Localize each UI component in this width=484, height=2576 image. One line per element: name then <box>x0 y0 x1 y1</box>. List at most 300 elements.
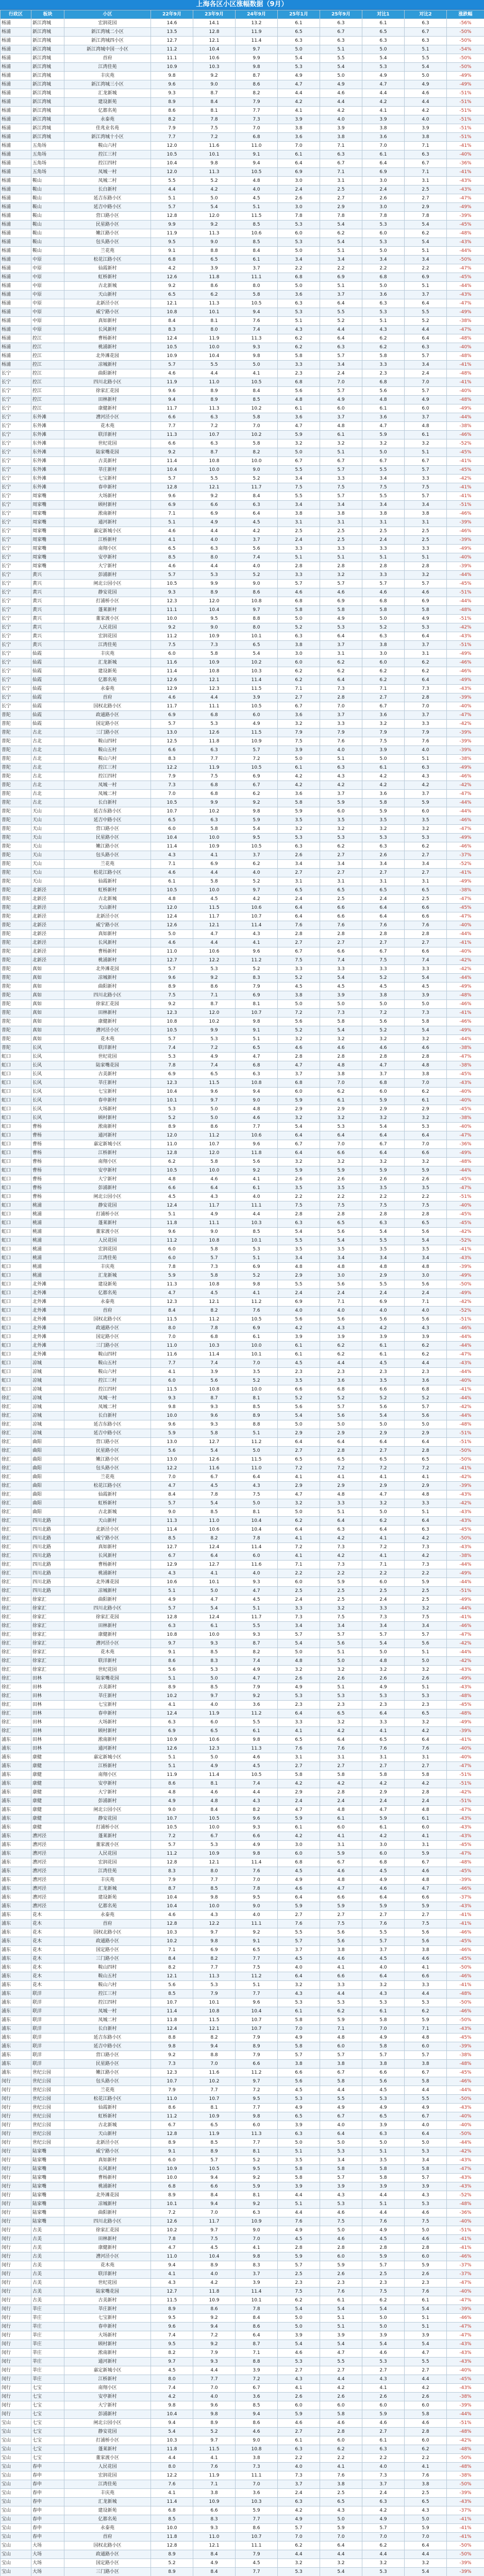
table-cell: 3.6 <box>362 291 405 299</box>
table-cell: 延吉中路小区 <box>64 2042 151 2051</box>
table-cell: 8.2 <box>151 1963 193 1972</box>
table-cell: 普陀 <box>1 842 31 851</box>
table-cell: 7.6 <box>362 1920 405 1928</box>
table-cell: 江湾佳苑 <box>64 63 151 72</box>
table-row <box>1 378 484 387</box>
table-cell: 5.9 <box>151 1272 193 1280</box>
table-cell: 5.2 <box>362 974 405 982</box>
table-cell: 7.6 <box>278 921 320 930</box>
table-cell: 11.4 <box>151 1526 193 1534</box>
table-cell: 12.6 <box>151 921 193 930</box>
table-cell: 5.6 <box>362 387 405 396</box>
table-row <box>1 115 484 124</box>
table-cell: 3.3 <box>320 1981 362 1990</box>
table-cell: 7.5 <box>193 124 236 133</box>
table-cell: 8.6 <box>151 107 193 115</box>
table-cell: 曹杨 <box>31 1166 64 1175</box>
table-cell: 7.6 <box>362 1744 405 1753</box>
table-cell: 4.1 <box>236 2244 278 2252</box>
table-cell: 5.4 <box>405 238 447 247</box>
table-cell: 3.5 <box>320 816 362 825</box>
table-cell: 6.1 <box>278 2007 320 2016</box>
table-cell: 3.2 <box>320 439 362 448</box>
table-cell: 4.4 <box>362 2209 405 2217</box>
table-cell: 4.7 <box>405 1885 447 1893</box>
table-cell: 5.0 <box>278 45 320 54</box>
table-cell: 3.8 <box>278 991 320 1000</box>
table-cell: 杨浦 <box>1 334 31 343</box>
table-cell: 3.6 <box>278 711 320 720</box>
table-cell: 6.4 <box>320 299 362 308</box>
table-cell: 闵行 <box>1 2287 31 2296</box>
table-cell: 6.5 <box>151 545 193 553</box>
table-cell: 6.8 <box>193 781 236 790</box>
table-cell: 7.5 <box>151 641 193 650</box>
table-cell: 2.8 <box>405 1053 447 1061</box>
table-row <box>1 991 484 1000</box>
table-cell: 12.7 <box>193 1438 236 1447</box>
table-cell: 5.8 <box>362 2016 405 2025</box>
table-cell: 浦东 <box>1 1928 31 1937</box>
table-cell: 4.3 <box>278 1990 320 1998</box>
table-cell: 2.8 <box>320 2244 362 2252</box>
table-cell: -42% <box>447 1657 484 1666</box>
table-cell: 七宝 <box>31 2401 64 2410</box>
table-cell: 闵行 <box>1 2366 31 2375</box>
table-cell: 5.0 <box>405 1657 447 1666</box>
table-cell: -44% <box>447 413 484 422</box>
table-cell: 2.3 <box>405 1368 447 1377</box>
table-row <box>1 2428 484 2436</box>
table-row <box>1 1867 484 1876</box>
table-cell: 3.8 <box>320 2060 362 2069</box>
table-cell: 10.5 <box>236 1315 278 1324</box>
table-cell: 4.7 <box>278 422 320 431</box>
table-cell: -45% <box>447 448 484 457</box>
table-cell: 6.3 <box>320 764 362 772</box>
table-cell: 10.7 <box>236 912 278 921</box>
table-cell: 5.9 <box>405 2261 447 2270</box>
table-cell: 3.2 <box>362 1035 405 1044</box>
table-cell: 9.9 <box>236 54 278 63</box>
table-cell: 3.3 <box>278 965 320 974</box>
table-cell: 8.4 <box>193 2191 236 2200</box>
table-cell: 3.6 <box>236 2393 278 2401</box>
table-cell: -40% <box>447 150 484 159</box>
table-row <box>1 2287 484 2296</box>
table-cell: 5.0 <box>193 1587 236 1596</box>
table-cell: 7.6 <box>320 737 362 746</box>
table-cell: 6.9 <box>320 597 362 606</box>
table-cell: 8.8 <box>193 247 236 256</box>
table-cell: 12.4 <box>151 1709 193 1718</box>
table-cell: 田林 <box>31 1744 64 1753</box>
table-cell: -43% <box>447 1666 484 1674</box>
table-cell: 3.3 <box>362 545 405 553</box>
table-cell: 徐汇 <box>1 1455 31 1464</box>
header-row <box>1 10 484 19</box>
table-cell: 6.3 <box>278 2130 320 2139</box>
table-cell: 徐汇 <box>1 1473 31 1482</box>
table-cell: 北外滩 <box>31 1280 64 1289</box>
table-cell: -46% <box>447 1018 484 1026</box>
table-cell: 普陀 <box>1 877 31 886</box>
table-cell: 8.1 <box>236 1508 278 1517</box>
table-row <box>1 2559 484 2568</box>
table-cell: 虹口 <box>1 1350 31 1359</box>
table-cell: 6.1 <box>193 1622 236 1631</box>
table-row <box>1 667 484 676</box>
table-cell: 5.8 <box>278 2165 320 2174</box>
table-cell: 10.5 <box>151 1823 193 1832</box>
table-cell: 6.3 <box>193 545 236 553</box>
table-cell: 6.1 <box>236 1184 278 1193</box>
table-cell: 6.7 <box>236 2384 278 2393</box>
table-cell: 5.8 <box>362 2165 405 2174</box>
table-cell: 浦东 <box>1 1771 31 1780</box>
table-cell: 2.7 <box>278 2428 320 2436</box>
table-cell: 凤城一村 <box>64 1394 151 1403</box>
table-cell: 7.7 <box>236 2515 278 2524</box>
table-cell: 5.3 <box>320 834 362 842</box>
table-cell: 8.8 <box>236 2358 278 2366</box>
table-cell: 杨浦 <box>1 115 31 124</box>
table-cell: 4.2 <box>278 1324 320 1333</box>
table-cell: 2.4 <box>362 2489 405 2498</box>
column-header: 25年1月 <box>278 10 320 19</box>
table-cell: 4.8 <box>193 1797 236 1806</box>
table-cell: 7.2 <box>278 1009 320 1018</box>
table-cell: 7.8 <box>236 1885 278 1893</box>
table-cell: 4.2 <box>193 2279 236 2287</box>
table-cell: 3.9 <box>405 1333 447 1342</box>
table-cell: 莘庄 <box>31 2323 64 2331</box>
table-cell: 3.9 <box>278 2121 320 2130</box>
table-cell: 4.9 <box>405 80 447 89</box>
table-row <box>1 930 484 939</box>
table-cell: 6.9 <box>362 168 405 177</box>
table-cell: 延吉中路小区 <box>64 816 151 825</box>
table-cell: 4.6 <box>151 693 193 702</box>
table-cell: 7.0 <box>278 142 320 150</box>
table-cell: 9.8 <box>236 1850 278 1858</box>
table-cell: 2.5 <box>405 895 447 904</box>
table-cell: 11.3 <box>236 2130 278 2139</box>
table-row <box>1 650 484 658</box>
table-cell: 虹口 <box>1 1096 31 1105</box>
table-cell: 10.4 <box>151 1893 193 1902</box>
table-cell: 4.3 <box>320 2506 362 2515</box>
table-cell: 10.5 <box>151 150 193 159</box>
table-cell: 徐家汇 <box>31 1631 64 1639</box>
table-cell: 2.7 <box>278 1762 320 1771</box>
table-row <box>1 1622 484 1631</box>
table-cell: 凉城 <box>31 1420 64 1429</box>
table-cell: 2.3 <box>320 2279 362 2287</box>
table-cell: 长宁 <box>1 650 31 658</box>
table-cell: 5.4 <box>278 2340 320 2349</box>
table-cell: 普陀 <box>1 851 31 860</box>
table-cell: 6.8 <box>320 1385 362 1394</box>
table-cell: 5.6 <box>193 1377 236 1385</box>
table-cell: 7.3 <box>151 781 193 790</box>
table-cell: 漕河泾 <box>31 1858 64 1867</box>
table-cell: -45% <box>447 2033 484 2042</box>
table-row <box>1 1420 484 1429</box>
table-cell: 花木 <box>31 1937 64 1946</box>
table-cell: 徐家汇花园 <box>64 2226 151 2235</box>
table-cell: 2.9 <box>320 1105 362 1114</box>
table-cell: 普陀 <box>1 956 31 965</box>
table-cell: -40% <box>447 2217 484 2226</box>
table-cell: 6.5 <box>405 2498 447 2506</box>
table-cell: 4.6 <box>320 2235 362 2244</box>
table-cell: 13.0 <box>151 1455 193 1464</box>
table-cell: 11.8 <box>193 2287 236 2296</box>
table-row <box>1 956 484 965</box>
table-cell: 8.5 <box>236 238 278 247</box>
table-cell: 12.3 <box>151 1009 193 1018</box>
table-cell: 6.1 <box>320 1815 362 1823</box>
table-cell: 3.4 <box>405 361 447 369</box>
table-cell: 11.0 <box>236 142 278 150</box>
table-cell: 4.9 <box>151 1596 193 1604</box>
table-cell: 漕河泾小区 <box>64 1026 151 1035</box>
table-cell: 4.6 <box>278 1885 320 1893</box>
table-cell: 人民花园 <box>64 1236 151 1245</box>
table-cell: 6.3 <box>320 19 362 28</box>
table-cell: 闵行 <box>1 2393 31 2401</box>
table-cell: 10.1 <box>236 1350 278 1359</box>
table-row <box>1 641 484 650</box>
table-cell: 3.8 <box>320 1070 362 1079</box>
table-cell: 控江四村 <box>64 1385 151 1394</box>
table-cell: 2.3 <box>405 2279 447 2287</box>
table-cell: -45% <box>447 1526 484 1534</box>
table-cell: 5.1 <box>151 194 193 203</box>
table-cell: 4.9 <box>236 720 278 728</box>
table-cell: 5.3 <box>278 2568 320 2576</box>
table-cell: 5.1 <box>320 247 362 256</box>
table-cell: -38% <box>447 1552 484 1561</box>
table-cell: 6.3 <box>405 343 447 352</box>
table-cell: 5.8 <box>405 1771 447 1780</box>
table-cell: 普陀 <box>1 764 31 772</box>
table-cell: 田林 <box>31 1683 64 1692</box>
table-cell: -44% <box>447 1368 484 1377</box>
table-cell: 5.9 <box>320 1166 362 1175</box>
table-cell: 3.9 <box>278 2182 320 2191</box>
table-cell: 长宁 <box>1 553 31 562</box>
table-cell: 6.5 <box>362 2112 405 2121</box>
table-cell: 虹口 <box>1 1377 31 1385</box>
table-cell: 5.1 <box>362 2200 405 2209</box>
table-cell: 6.0 <box>362 2401 405 2410</box>
table-cell: 5.5 <box>405 54 447 63</box>
table-cell: 5.3 <box>278 221 320 229</box>
table-cell: 徐汇 <box>1 1403 31 1412</box>
table-cell: 4.9 <box>320 80 362 89</box>
table-cell: 花木 <box>31 1920 64 1928</box>
table-cell: 10.4 <box>193 45 236 54</box>
table-cell: 6.7 <box>405 2069 447 2077</box>
table-cell: 5.9 <box>362 807 405 816</box>
table-cell: 打浦桥小区 <box>64 1210 151 1219</box>
table-cell: 长风 <box>31 1114 64 1123</box>
table-cell: 9.7 <box>236 886 278 895</box>
table-cell: 5.0 <box>320 2515 362 2524</box>
table-cell: 4.6 <box>320 2419 362 2428</box>
table-cell: -51% <box>447 641 484 650</box>
table-cell: 7.0 <box>151 1333 193 1342</box>
table-cell: 6.1 <box>278 1823 320 1832</box>
table-cell: 2.8 <box>362 562 405 571</box>
table-cell: 5.6 <box>320 1928 362 1937</box>
table-cell: 6.5 <box>236 1044 278 1053</box>
table-cell: 7.5 <box>151 991 193 1000</box>
table-row <box>1 1342 484 1350</box>
table-cell: 普陀 <box>1 947 31 956</box>
table-cell: 长宁 <box>1 439 31 448</box>
table-cell: 5.1 <box>236 1981 278 1990</box>
table-cell: 7.0 <box>278 2025 320 2033</box>
table-cell: 宏润花园 <box>64 1858 151 1867</box>
table-cell: 6.5 <box>405 886 447 895</box>
table-cell: 2.5 <box>320 895 362 904</box>
table-cell: 11.1 <box>236 2471 278 2480</box>
table-row <box>1 2410 484 2419</box>
table-cell: -48% <box>447 2463 484 2471</box>
table-cell: 七宝 <box>31 2436 64 2445</box>
table-cell: 4.2 <box>278 2506 320 2515</box>
table-cell: 7.8 <box>151 2235 193 2244</box>
table-cell: -38% <box>447 2051 484 2060</box>
table-cell: 4.4 <box>320 1990 362 1998</box>
table-row <box>1 895 484 904</box>
table-cell: 3.3 <box>278 1718 320 1727</box>
table-cell: 2.2 <box>320 2454 362 2463</box>
table-cell: 11.5 <box>193 1079 236 1088</box>
table-cell: 浦东 <box>1 1990 31 1998</box>
table-cell: 天山 <box>31 877 64 886</box>
table-row <box>1 939 484 947</box>
table-cell: 3.4 <box>278 474 320 483</box>
table-row <box>1 2401 484 2410</box>
table-cell: -38% <box>447 1114 484 1123</box>
table-cell: 大场新村 <box>64 1718 151 1727</box>
table-cell: 10.0 <box>193 466 236 474</box>
table-cell: 6.5 <box>278 886 320 895</box>
table-cell: 11.7 <box>193 2217 236 2226</box>
table-cell: 北新泾 <box>31 886 64 895</box>
table-cell: 9.2 <box>236 799 278 807</box>
table-cell: 徐汇 <box>1 1543 31 1552</box>
table-cell: -49% <box>447 676 484 685</box>
table-cell: 徐汇 <box>1 1692 31 1701</box>
table-cell: 3.2 <box>405 2559 447 2568</box>
table-cell: 10.2 <box>193 1018 236 1026</box>
table-cell: 4.0 <box>320 746 362 755</box>
table-cell: 5.0 <box>362 2139 405 2147</box>
table-cell: 11.3 <box>193 1972 236 1981</box>
table-cell: 5.7 <box>362 1631 405 1639</box>
table-cell: 4.6 <box>405 2419 447 2428</box>
table-cell: 8.6 <box>193 982 236 991</box>
table-cell: 6.2 <box>193 291 236 299</box>
table-row <box>1 834 484 842</box>
table-cell: 9.1 <box>151 2147 193 2156</box>
table-cell: 4.0 <box>236 1193 278 1201</box>
table-cell: 6.3 <box>236 1070 278 1079</box>
table-cell: 5.9 <box>405 1850 447 1858</box>
table-cell: 虹口 <box>1 1228 31 1236</box>
table-cell: 莘庄 <box>31 2305 64 2314</box>
table-cell: 漕河泾 <box>31 1885 64 1893</box>
table-cell: 普陀 <box>1 711 31 720</box>
table-cell: 真如 <box>31 991 64 1000</box>
table-cell: 10.0 <box>236 1385 278 1394</box>
table-cell: 4.5 <box>320 982 362 991</box>
table-cell: 古北 <box>31 772 64 781</box>
table-cell: 普陀 <box>1 825 31 834</box>
table-cell: 长风 <box>31 1053 64 1061</box>
table-row <box>1 264 484 273</box>
table-cell: 2.6 <box>278 194 320 203</box>
table-cell: 7.9 <box>236 1683 278 1692</box>
table-cell: 仙霞 <box>31 702 64 711</box>
table-cell: 5.7 <box>320 580 362 588</box>
table-cell: 古北 <box>31 799 64 807</box>
table-cell: 桃浦 <box>31 1272 64 1280</box>
table-cell: 6.1 <box>320 2296 362 2305</box>
table-cell: 控江 <box>31 361 64 369</box>
table-cell: 10.8 <box>193 667 236 676</box>
table-cell: 12.6 <box>151 1744 193 1753</box>
table-row <box>1 1228 484 1236</box>
table-row <box>1 247 484 256</box>
table-row <box>1 1412 484 1420</box>
table-cell: 2.2 <box>405 1569 447 1578</box>
table-cell: 4.0 <box>362 2463 405 2471</box>
table-cell: -43% <box>447 2349 484 2358</box>
table-cell: 11.0 <box>151 1342 193 1350</box>
table-cell: 松花江路小区 <box>64 1482 151 1490</box>
table-cell: 8.9 <box>151 2305 193 2314</box>
table-cell: 5.0 <box>405 1000 447 1009</box>
table-cell: 陆家嘴花园 <box>64 448 151 457</box>
table-cell: 8.3 <box>151 755 193 764</box>
table-cell: 仙霞 <box>31 658 64 667</box>
table-row <box>1 2261 484 2270</box>
table-cell: 5.8 <box>320 2077 362 2086</box>
table-cell: 宝山 <box>1 2498 31 2506</box>
table-cell: 鞍山四村 <box>64 1350 151 1359</box>
table-cell: 6.0 <box>362 1578 405 1587</box>
table-cell: 12.0 <box>193 597 236 606</box>
table-cell: 黄兴 <box>31 597 64 606</box>
table-cell: -42% <box>447 1403 484 1412</box>
table-row <box>1 597 484 606</box>
table-row <box>1 1508 484 1517</box>
table-cell: 控江 <box>31 387 64 396</box>
table-row <box>1 1893 484 1902</box>
table-cell: 汇龙新城 <box>64 2498 151 2506</box>
table-cell: 6.1 <box>278 150 320 159</box>
table-cell: 9.9 <box>193 1026 236 1035</box>
table-cell: 5.3 <box>278 834 320 842</box>
table-cell: 2.3 <box>320 1368 362 1377</box>
table-cell: -42% <box>447 2436 484 2445</box>
